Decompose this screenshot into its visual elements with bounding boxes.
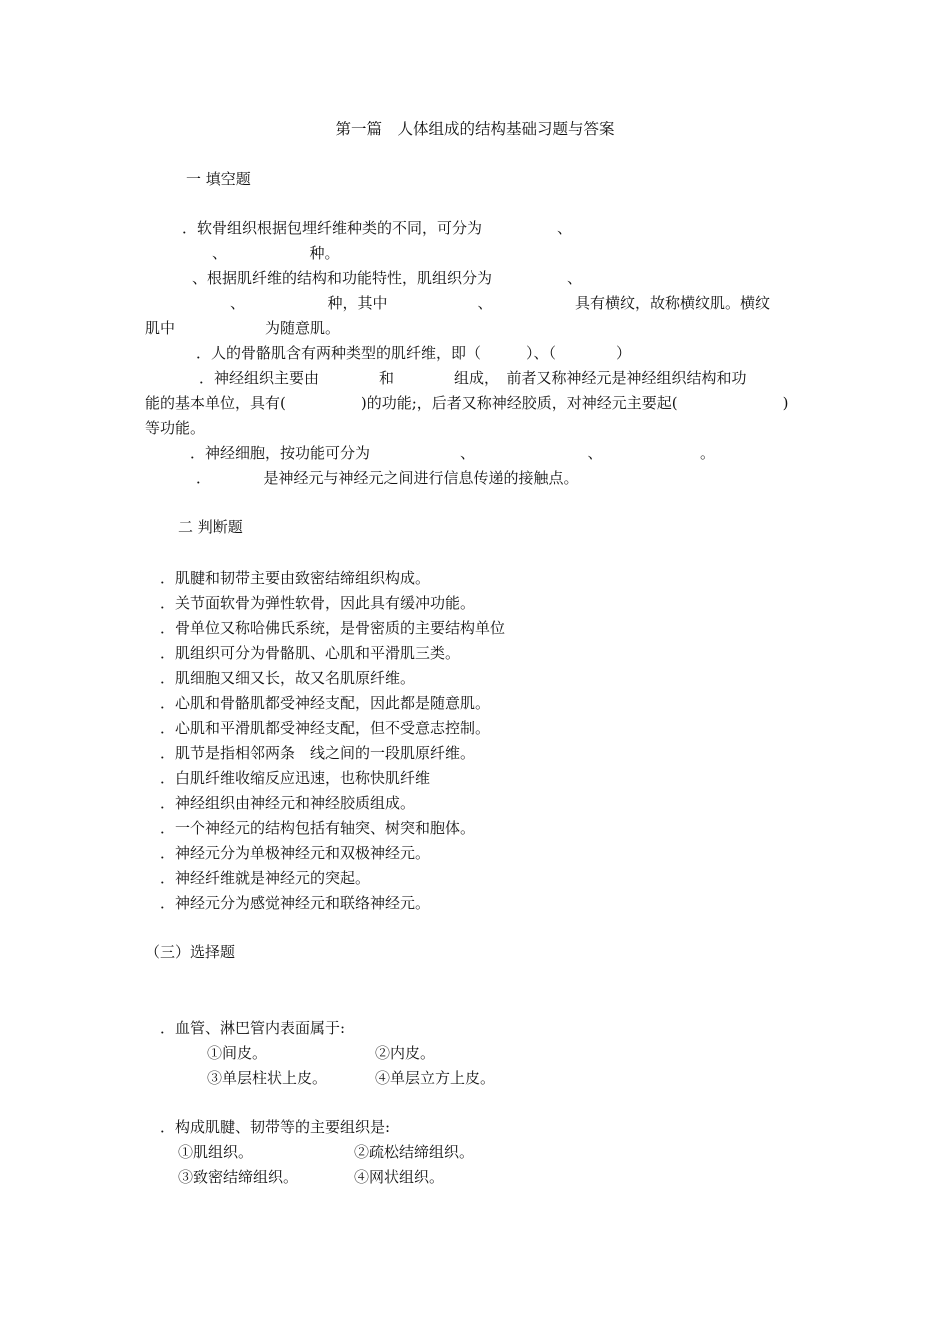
choice-option: ③致密结缔组织。 — [178, 1168, 299, 1186]
choice-option: ④网状组织。 — [354, 1168, 445, 1186]
fill-line-10: ．神经细胞，按功能可分为 、 、 。 — [190, 444, 716, 462]
judge-item: ．白肌纤维收缩反应迅速，也称快肌纤维 — [160, 769, 431, 787]
section-heading-judge: 二 判断题 — [178, 518, 243, 536]
choice-question-2: ．构成肌腱、韧带等的主要组织是: — [160, 1118, 391, 1136]
document-title: 第一篇 人体组成的结构基础习题与答案 — [335, 120, 615, 138]
judge-item: ．肌细胞又细又长，故又名肌原纤维。 — [160, 669, 416, 687]
choice-option: ④单层立方上皮。 — [375, 1069, 496, 1087]
judge-item: ．神经组织由神经元和神经胶质组成。 — [160, 794, 416, 812]
section-heading-fill: 一 填空题 — [186, 170, 251, 188]
judge-item: ．心肌和骨骼肌都受神经支配，因此都是随意肌。 — [160, 694, 491, 712]
choice-option: ③单层柱状上皮。 — [207, 1069, 328, 1087]
choice-option: ②疏松结缔组织。 — [354, 1143, 475, 1161]
choice-option: ①肌组织。 — [178, 1143, 254, 1161]
judge-item: ．肌节是指相邻两条 线之间的一段肌原纤维。 — [160, 744, 476, 762]
fill-line-1: ．软骨组织根据包埋纤维种类的不同，可分为 、 — [182, 219, 573, 237]
fill-line-5: 肌中 为随意肌。 — [145, 319, 341, 337]
fill-line-9: 等功能。 — [145, 419, 206, 437]
judge-item: ．神经元分为单极神经元和双极神经元。 — [160, 844, 431, 862]
choice-question-1: ．血管、淋巴管内表面属于: — [160, 1019, 346, 1037]
fill-line-8: 能的基本单位，具有( )的功能;，后者又称神经胶质，对神经元主要起( ) — [145, 394, 789, 412]
judge-item: ．肌腱和韧带主要由致密结缔组织构成。 — [160, 569, 431, 587]
fill-line-3: 、根据肌纤维的结构和功能特性，肌组织分为 、 — [192, 269, 583, 287]
fill-line-4: 、 种，其中 、 具有横纹，故称横纹肌。横纹 — [230, 294, 771, 312]
judge-item: ．一个神经元的结构包括有轴突、树突和胞体。 — [160, 819, 476, 837]
judge-item: ．骨单位又称哈佛氏系统，是骨密质的主要结构单位 — [160, 619, 506, 637]
judge-item: ．肌组织可分为骨骼肌、心肌和平滑肌三类。 — [160, 644, 461, 662]
fill-line-2: 、 种。 — [212, 244, 340, 262]
fill-line-6: ．人的骨骼肌含有两种类型的肌纤维，即（ ）、（ ） — [196, 344, 632, 362]
choice-option: ②内皮。 — [375, 1044, 436, 1062]
judge-item: ．神经纤维就是神经元的突起。 — [160, 869, 371, 887]
fill-line-7: ．神经组织主要由 和 组成， 前者又称神经元是神经组织结构和功 — [199, 369, 747, 387]
judge-item: ．神经元分为感觉神经元和联络神经元。 — [160, 894, 431, 912]
choice-option: ①间皮。 — [207, 1044, 268, 1062]
judge-item: ．关节面软骨为弹性软骨，因此具有缓冲功能。 — [160, 594, 476, 612]
judge-item: ．心肌和平滑肌都受神经支配，但不受意志控制。 — [160, 719, 491, 737]
fill-line-11: ． 是神经元与神经元之间进行信息传递的接触点。 — [196, 469, 579, 487]
section-heading-choice: （三）选择题 — [145, 943, 236, 961]
